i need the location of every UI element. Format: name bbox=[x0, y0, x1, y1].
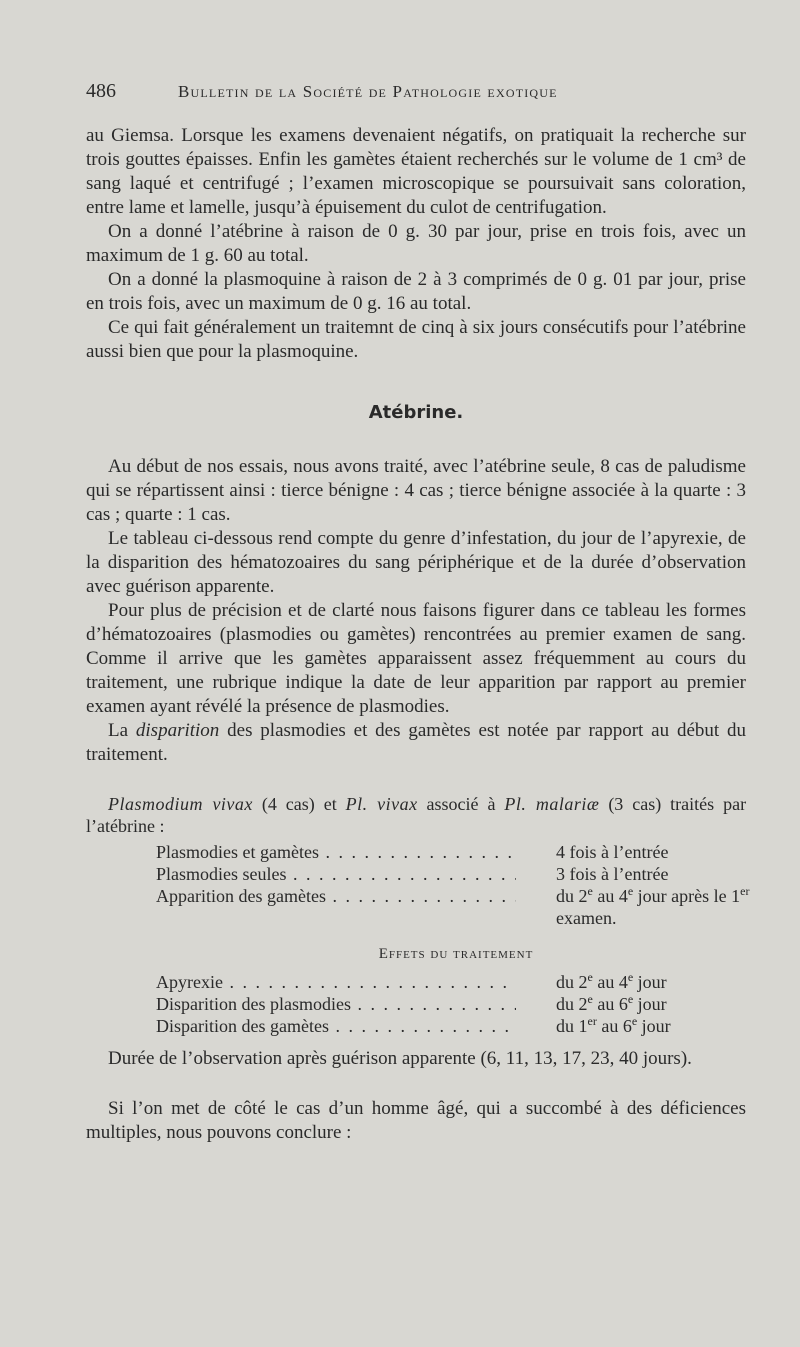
row-value: 3 fois à l’entrée bbox=[556, 864, 669, 884]
page-header bbox=[86, 80, 746, 108]
table-row bbox=[156, 1015, 756, 1037]
paragraph-disparition bbox=[86, 719, 746, 767]
results-intro bbox=[86, 793, 746, 837]
row-value: du 1er au 6e jour bbox=[556, 1014, 671, 1036]
text-fragment: La bbox=[108, 720, 129, 741]
species-name: Plasmodium vivax bbox=[108, 794, 253, 814]
row-label: Plasmodies seules . . . bbox=[156, 863, 516, 885]
row-label: Disparition des gamètes . . . bbox=[156, 1015, 516, 1037]
row-label: Apparition des gamètes . . . bbox=[156, 885, 516, 907]
row-label: Disparition des plasmodies . . . bbox=[156, 993, 516, 1015]
table-row bbox=[156, 863, 756, 885]
row-label: Apyrexie . . . bbox=[156, 971, 516, 993]
paragraph-cases: Au début de nos essais, nous avons traité, avec l’atébrine seule, 8 cas de paludisme qui se répartissent ainsi : tierce bénigne : 4 cas ; tierce bénigne associée à la quarte : 3 cas ; quarte : 1 cas. bbox=[86, 456, 746, 525]
forms-table bbox=[156, 841, 756, 1037]
text-fragment: (3 cas) traités par l’atébrine : bbox=[86, 794, 747, 836]
table-row bbox=[156, 841, 756, 863]
table-row bbox=[156, 885, 756, 929]
table-row bbox=[156, 971, 756, 993]
section-title: Atébrine. bbox=[368, 402, 464, 423]
observation-duration: Durée de l’observation après guérison apparente (6, 11, 13, 17, 23, 40 jours). bbox=[108, 1048, 692, 1069]
paragraph-precision: Pour plus de précision et de clarté nous faisons figurer dans ce tableau les formes d’hématozoaires (plasmodies ou gamètes) rencontrées au premier examen de sang. Comme il arrive que les gamètes apparaissent assez fréquemment au cours du traitement, une rubrique indique la date de leur apparition par rapport au premier examen ayant révélé la présence de plasmodies. bbox=[86, 600, 746, 717]
species-name: Pl. vivax bbox=[345, 794, 418, 814]
table-row bbox=[156, 993, 756, 1015]
row-value: 4 fois à l’entrée bbox=[556, 842, 669, 862]
text-fragment: des plasmodies et des gamètes est notée par rapport au début du traitement. bbox=[86, 720, 746, 765]
row-value: du 2e au 4e jour bbox=[556, 970, 667, 992]
row-label: Plasmodies et gamètes . . . bbox=[156, 841, 516, 863]
species-name: Pl. malariæ bbox=[504, 794, 600, 814]
text-fragment: associé à bbox=[426, 794, 496, 814]
paragraph-table-description: Le tableau ci-dessous rend compte du genre d’infestation, du jour de l’apyrexie, de la disparition des hématozoaires du sang périphérique et de la durée d’observation avec guérison apparente. bbox=[86, 528, 746, 597]
paragraph-giemsa: au Giemsa. Lorsque les examens devenaient négatifs, on pratiquait la recherche sur trois gouttes épaisses. Enfin les gamètes étaient recherchés sur le volume de 1 cm³ de sang laqué et centrifugé ; l’examen microscopique se poursuivait sans coloration, entre lame et lamelle, jusqu’à épuisement du culot de centrifugation. bbox=[86, 125, 746, 218]
effects-heading: Effets du traitement bbox=[378, 946, 534, 962]
conclusion-paragraph: Si l’on met de côté le cas d’un homme âgé, qui a succombé à des déficiences multiples, nous pouvons conclure : bbox=[86, 1098, 746, 1143]
italic-term: disparition bbox=[135, 720, 220, 741]
page-number: 486 bbox=[86, 80, 116, 102]
paragraph-atebrine-dose: On a donné l’atébrine à raison de 0 g. 30 par jour, prise en trois fois, avec un maximum de 1 g. 60 au total. bbox=[86, 221, 746, 266]
row-value: du 2e au 4e jour après le 1er examen. bbox=[556, 884, 750, 928]
row-value: du 2e au 6e jour bbox=[556, 992, 667, 1014]
paragraph-treatment-duration: Ce qui fait généralement un traitemnt de cinq à six jours consécutifs pour l’atébrine aussi bien que pour la plasmoquine. bbox=[86, 317, 746, 362]
text-fragment: (4 cas) et bbox=[261, 794, 337, 814]
running-title: Bulletin de la Société de Pathologie exotique bbox=[178, 82, 558, 101]
paragraph-plasmoquine-dose: On a donné la plasmoquine à raison de 2 à 3 comprimés de 0 g. 01 par jour, prise en trois fois, avec un maximum de 0 g. 16 au total. bbox=[86, 269, 746, 314]
page-body bbox=[86, 124, 750, 1145]
